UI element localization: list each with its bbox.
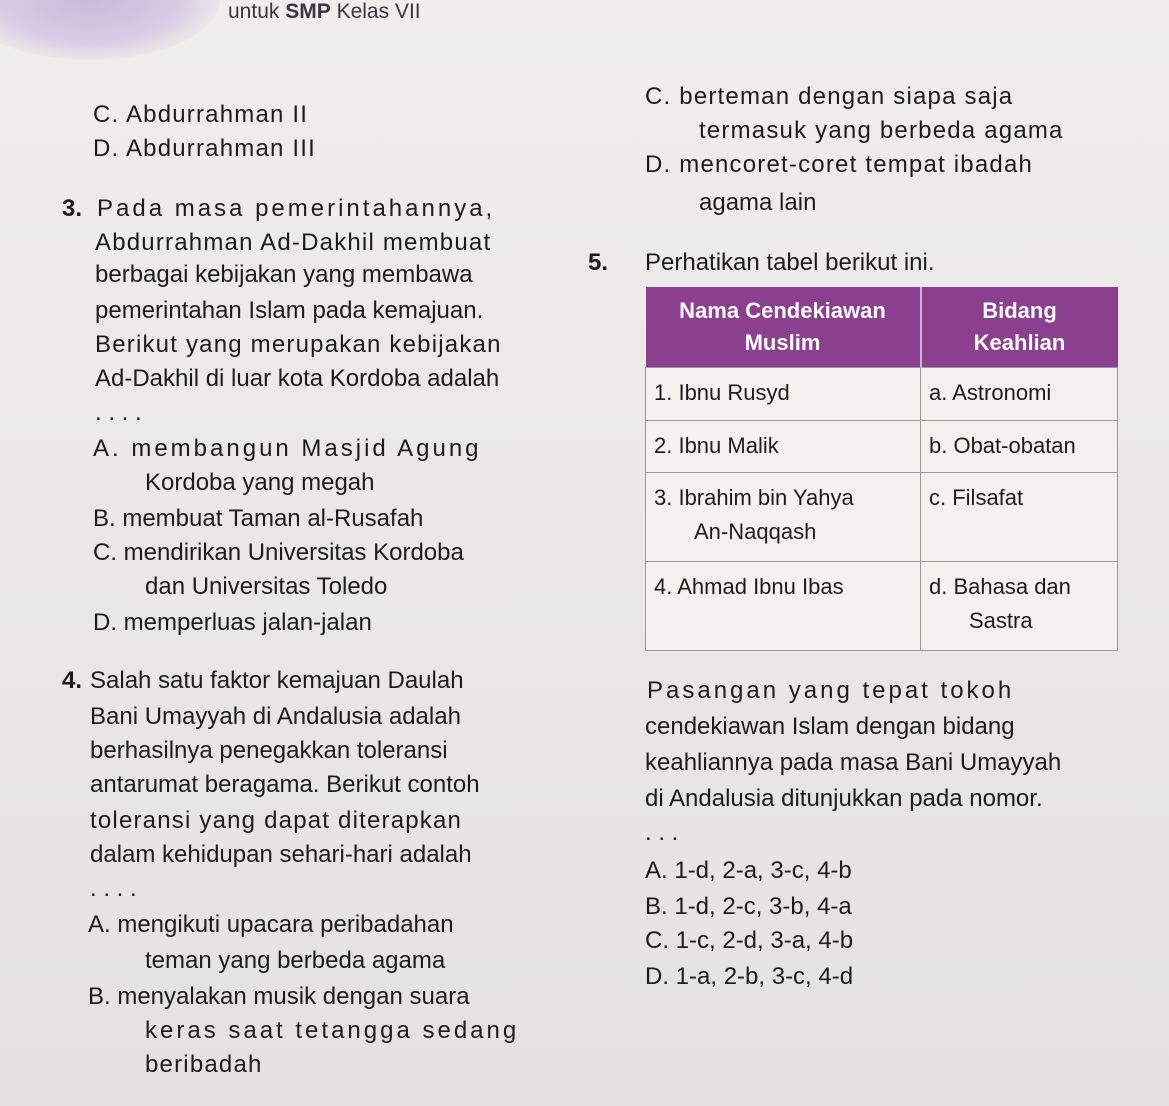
table-row: [646, 473, 1118, 562]
scholar-table: [645, 287, 1118, 651]
q3-option-d: D. memperluas jalan-jalan: [93, 609, 372, 636]
q4-option-b-cont: keras saat tetangga sedang: [145, 1017, 520, 1044]
q4-line: Bani Umayyah di Andalusia adalah: [90, 703, 461, 730]
q2-option-c: C. Abdurrahman II: [93, 101, 309, 128]
table-cell-field: c. Filsafat: [921, 473, 1118, 562]
q4-option-a-cont: teman yang berbeda agama: [145, 947, 446, 974]
q3-ellipsis: . . . .: [95, 399, 142, 426]
q4-option-c-cont: termasuk yang berbeda agama: [699, 117, 1064, 144]
q5-line: keahliannya pada masa Bani Umayyah: [645, 749, 1062, 776]
q5-number: 5.: [588, 249, 609, 276]
table-cell-name: 3. Ibrahim bin Yahya An-Naqqash: [646, 473, 921, 562]
q4-option-d: D. mencoret-coret tempat ibadah: [645, 151, 1034, 178]
q3-option-a: A. membangun Masjid Agung: [93, 435, 482, 462]
q5-line: cendekiawan Islam dengan bidang: [645, 713, 1015, 740]
table-header-name: Nama Cendekiawan Muslim: [646, 287, 921, 368]
q3-option-c-cont: dan Universitas Toledo: [145, 573, 388, 600]
q3-option-b: B. membuat Taman al-Rusafah: [93, 505, 424, 532]
q5-option-a: A. 1-d, 2-a, 3-c, 4-b: [645, 857, 852, 884]
q4-option-a: A. mengikuti upacara peribadahan: [88, 911, 454, 938]
q3-line: berbagai kebijakan yang membawa: [95, 261, 473, 288]
table-row: [646, 562, 1118, 651]
q5-option-c: C. 1-c, 2-d, 3-a, 4-b: [645, 927, 854, 954]
table-cell-name: 1. Ibnu Rusyd: [646, 368, 921, 421]
table-row: [646, 368, 1118, 421]
q3-line: Berikut yang merupakan kebijakan: [95, 331, 502, 358]
q3-line: Pada masa pemerintahannya,: [97, 195, 496, 222]
q3-line: Ad-Dakhil di luar kota Kordoba adalah: [95, 365, 500, 392]
table-cell-field: b. Obat-obatan: [921, 420, 1118, 473]
q3-option-c: C. mendirikan Universitas Kordoba: [93, 539, 464, 566]
q2-option-d: D. Abdurrahman III: [93, 135, 317, 162]
q3-number: 3.: [62, 195, 83, 222]
q5-option-b: B. 1-d, 2-c, 3-b, 4-a: [645, 893, 852, 920]
q4-option-b-cont: beribadah: [145, 1051, 263, 1078]
q4-number: 4.: [62, 667, 83, 694]
q3-option-a-cont: Kordoba yang megah: [145, 469, 375, 496]
q5-ellipsis: . . .: [645, 819, 679, 846]
q4-line: Salah satu faktor kemajuan Daulah: [90, 667, 464, 694]
table-header-field: Bidang Keahlian: [921, 287, 1118, 368]
q4-line: dalam kehidupan sehari-hari adalah: [90, 841, 472, 868]
q3-line: Abdurrahman Ad-Dakhil membuat: [95, 229, 492, 256]
q5-line: di Andalusia ditunjukkan pada nomor.: [645, 785, 1043, 812]
table-cell-name: 2. Ibnu Malik: [646, 420, 921, 473]
q4-line: berhasilnya penegakkan toleransi: [90, 737, 448, 764]
q3-line: pemerintahan Islam pada kemajuan.: [95, 297, 484, 324]
q4-ellipsis: . . . .: [90, 875, 137, 902]
q5-option-d: D. 1-a, 2-b, 3-c, 4-d: [645, 963, 854, 990]
q5-line: Pasangan yang tepat tokoh: [647, 677, 1015, 704]
table-header-row: [646, 287, 1118, 368]
q4-option-b: B. menyalakan musik dengan suara: [88, 983, 470, 1010]
table-cell-field: a. Astronomi: [921, 368, 1118, 421]
table-cell-field: d. Bahasa dan Sastra: [921, 562, 1118, 651]
q5-prompt: Perhatikan tabel berikut ini.: [645, 249, 935, 276]
q4-line: antarumat beragama. Berikut contoh: [90, 771, 480, 798]
table-row: [646, 420, 1118, 473]
q4-option-d-cont: agama lain: [699, 189, 817, 216]
q4-line: toleransi yang dapat diterapkan: [90, 807, 463, 834]
page-header: untuk SMP Kelas VII: [228, 0, 421, 23]
table-cell-name: 4. Ahmad Ibnu Ibas: [646, 562, 921, 651]
q4-option-c: C. berteman dengan siapa saja: [645, 83, 1014, 110]
